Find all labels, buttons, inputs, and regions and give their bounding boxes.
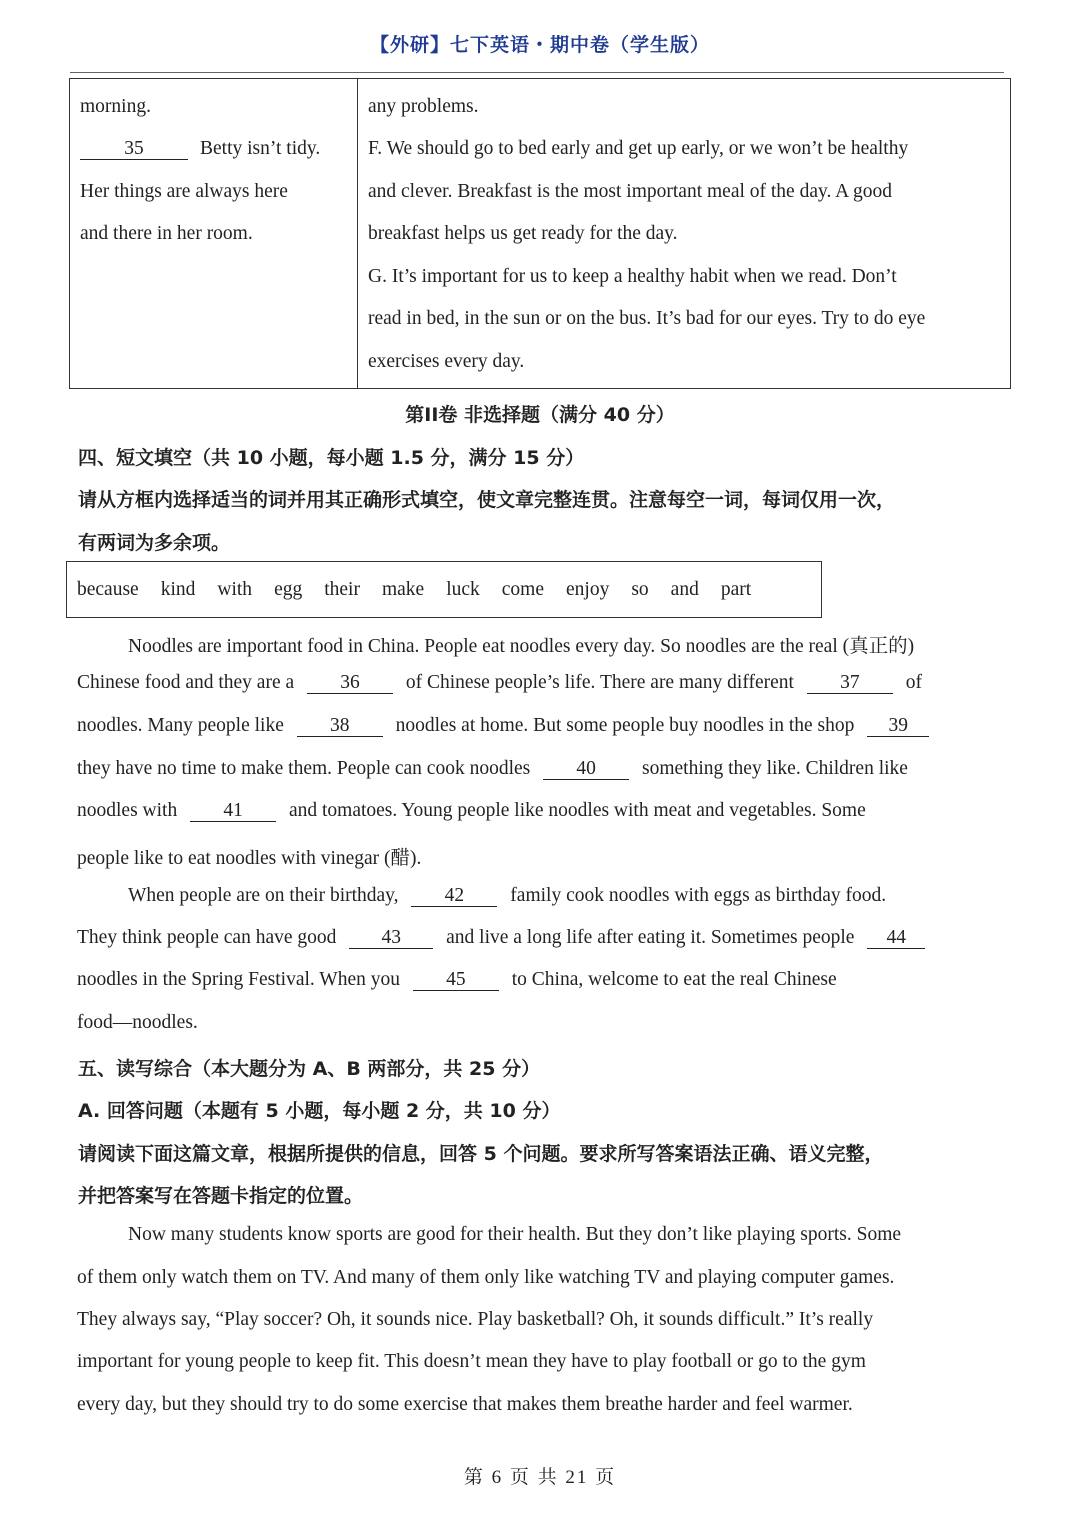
blank-40: 40 xyxy=(543,759,629,780)
passage-line: they have no time to make them. People can cook noodles 40 something they like. Children like xyxy=(77,758,908,779)
right-line: any problems. xyxy=(368,96,479,117)
passage-line: noodles in the Spring Festival. When you 45 to China, welcome to eat the real Chinese xyxy=(77,969,837,990)
document-header: 【外研】七下英语・期中卷（学生版） xyxy=(369,34,710,56)
blank-44: 44 xyxy=(867,928,925,949)
word-bank-item: kind xyxy=(160,579,196,600)
right-line: and clever. Breakfast is the most important meal of the day. A good xyxy=(368,181,893,202)
option-f: F. We should go to bed early and get up early, or we won’t be healthy xyxy=(368,138,909,159)
section-4-instruction: 有两词为多余项。 xyxy=(78,532,231,554)
word-bank-item: enjoy xyxy=(566,579,610,600)
word-bank-item: egg xyxy=(274,579,303,600)
passage-line: noodles with 41 and tomatoes. Young people like noodles with meat and vegetables. Some xyxy=(77,800,866,821)
passage-line: When people are on their birthday, 42 family cook noodles with eggs as birthday food. xyxy=(128,885,887,906)
part-2-title: 第II卷 非选择题（满分 40 分） xyxy=(405,404,675,426)
section-4-instruction: 请从方框内选择适当的词并用其正确形式填空，使文章完整连贯。注意每空一词，每词仅用一次， xyxy=(78,489,896,511)
blank-41: 41 xyxy=(190,801,276,822)
blank-43: 43 xyxy=(349,928,433,949)
left-line-with-blank: 35 Betty isn’t tidy. xyxy=(80,138,320,160)
word-bank-item: make xyxy=(381,579,425,600)
section-5-title: 五、读写综合（本大题分为 A、B 两部分，共 25 分） xyxy=(78,1058,541,1080)
reading-passage-line: of them only watch them on TV. And many of them only like watching TV and playing computer games. xyxy=(77,1267,895,1288)
blank-37: 37 xyxy=(807,673,893,694)
word-bank-item: with xyxy=(217,579,253,600)
word-bank-list xyxy=(77,579,751,601)
blank-36: 36 xyxy=(307,673,393,694)
word-bank-box xyxy=(66,561,822,618)
page-number: 第 6 页 共 21 页 xyxy=(463,1467,617,1488)
left-line: and there in her room. xyxy=(80,223,253,244)
matching-table-left-column xyxy=(70,79,358,388)
blank-45: 45 xyxy=(413,970,499,991)
word-bank-item: their xyxy=(324,579,360,600)
header-divider xyxy=(70,72,1004,73)
blank-42: 42 xyxy=(411,886,497,907)
section-5-part-a-title: A. 回答问题（本题有 5 小题，每小题 2 分，共 10 分） xyxy=(78,1100,561,1122)
right-line: breakfast helps us get ready for the day. xyxy=(368,223,678,244)
passage-line: noodles. Many people like 38 noodles at home. But some people buy noodles in the shop 39 xyxy=(77,715,929,737)
right-line: read in bed, in the sun or on the bus. It’s bad for our eyes. Try to do eye xyxy=(368,308,926,329)
word-bank-item: part xyxy=(720,579,752,600)
blank-35: 35 xyxy=(80,139,188,160)
blank-39: 39 xyxy=(867,716,929,737)
word-bank-item: so xyxy=(631,579,649,600)
reading-passage-line: important for young people to keep fit. This doesn’t mean they have to play football or go to the gym xyxy=(77,1351,866,1372)
option-g: G. It’s important for us to keep a healthy habit when we read. Don’t xyxy=(368,266,897,287)
passage-line: food—noodles. xyxy=(77,1012,198,1033)
passage-line: Chinese food and they are a 36 of Chinese people’s life. There are many different 37 of xyxy=(77,672,922,693)
section-4-title: 四、短文填空（共 10 小题，每小题 1.5 分，满分 15 分） xyxy=(78,447,585,469)
reading-passage-line: every day, but they should try to do some exercise that makes them breathe harder and feel warmer. xyxy=(77,1394,853,1415)
section-5-instruction: 请阅读下面这篇文章，根据所提供的信息，回答 5 个问题。要求所写答案语法正确、语义完整， xyxy=(78,1143,884,1165)
reading-passage-line: Now many students know sports are good for their health. But they don’t like playing sports. Some xyxy=(128,1224,902,1245)
matching-table-right-column xyxy=(358,79,1010,388)
right-line: exercises every day. xyxy=(368,351,525,372)
word-bank-item: because xyxy=(77,579,139,600)
word-bank-item: luck xyxy=(446,579,480,600)
passage-line: people like to eat noodles with vinegar (醋). xyxy=(77,848,422,869)
word-bank-item: and xyxy=(670,579,699,600)
section-5-instruction: 并把答案写在答题卡指定的位置。 xyxy=(78,1185,364,1207)
word-bank-item: come xyxy=(501,579,544,600)
reading-passage-line: They always say, “Play soccer? Oh, it sounds nice. Play basketball? Oh, it sounds difficult.” It’s really xyxy=(77,1309,874,1330)
matching-table xyxy=(69,78,1011,389)
passage-line: Noodles are important food in China. People eat noodles every day. So noodles are the real (真正的) xyxy=(128,636,915,657)
left-line: Her things are always here xyxy=(80,181,288,202)
blank-38: 38 xyxy=(297,716,383,737)
left-line: morning. xyxy=(80,96,151,117)
passage-line: They think people can have good 43 and live a long life after eating it. Sometimes people 44 xyxy=(77,927,925,949)
